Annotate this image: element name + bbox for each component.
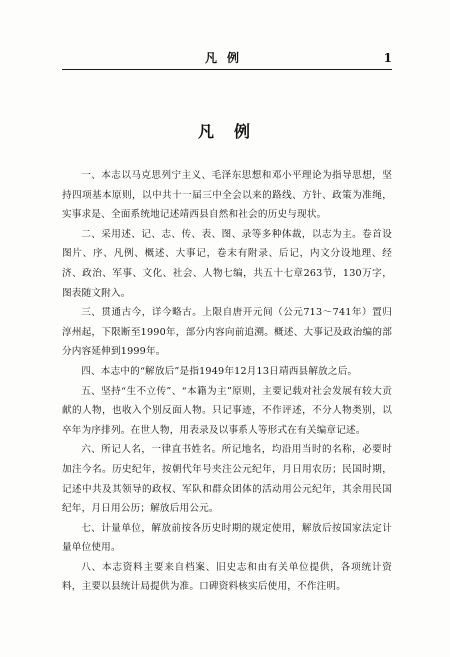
paragraph-3: 三、贯通古今，详今略古。上限自唐开元间（公元713～741年）置归淳州起，下限断至1990年，部分内容向前追溯。概述、大事记及政治编的部分内容延伸到1999年。 [62,307,392,358]
page-number: 1 [383,51,392,65]
paragraph-7: 七、计量单位，解放前按各历史时期的规定使用，解放后按国家法定计量单位使用。 [62,522,392,554]
paragraph-8: 八、本志资料主要来自档案、旧史志和由有关单位提供，各项统计资料，主要以县统计局提供为准。口碑资料核实后使用，不作注明。 [62,561,392,593]
paragraph-1: 一、本志以马克思列宁主义、毛泽东思想和邓小平理论为指导思想，坚持四项基本原则，以中共十一届三中全会以来的路线、方针、政策为准绳，实事求是、全面系统地记述靖西县自然和社会的历史与现状。 [62,170,392,221]
chapter-title: 凡例 [197,122,270,141]
paragraph-4: 四、本志中的“解放后”是指1949年12月13日靖西县解放之后。 [81,365,358,377]
body-text [62,166,392,597]
running-header [62,50,392,66]
header-divider [62,69,392,70]
paragraph-5: 五、坚持“生不立传”、“本籍为主”原则，主要记载对社会发展有较大贡献的人物，也收入个别反面人物。只记事迹，不作评述，不分人物类别，以卒年为序排列。在世人物，用表录及以事系人等形式在有关编章记述。 [62,385,392,436]
paragraph-2: 二、采用述、记、志、传、表、图、录等多种体裁，以志为主。卷首设图片、序、凡例、概述、大事记，卷末有附录、后记，内文分设地理、经济、政治、军事、文化、社会、人物七编，共五十七章263节，130万字，图表随文附入。 [62,228,392,299]
paragraph-6: 六、所记人名，一律直书姓名。所记地名，均沿用当时的名称，必要时加注今名。历史纪年，按朝代年号夹注公元纪年，月日用农历；民国时期，记述中共及其领导的政权、军队和群众团体的活动用公元纪年，其余用民国纪年，月日用公历；解放后用公元。 [62,444,392,515]
running-header-title: 凡例 [204,51,249,65]
